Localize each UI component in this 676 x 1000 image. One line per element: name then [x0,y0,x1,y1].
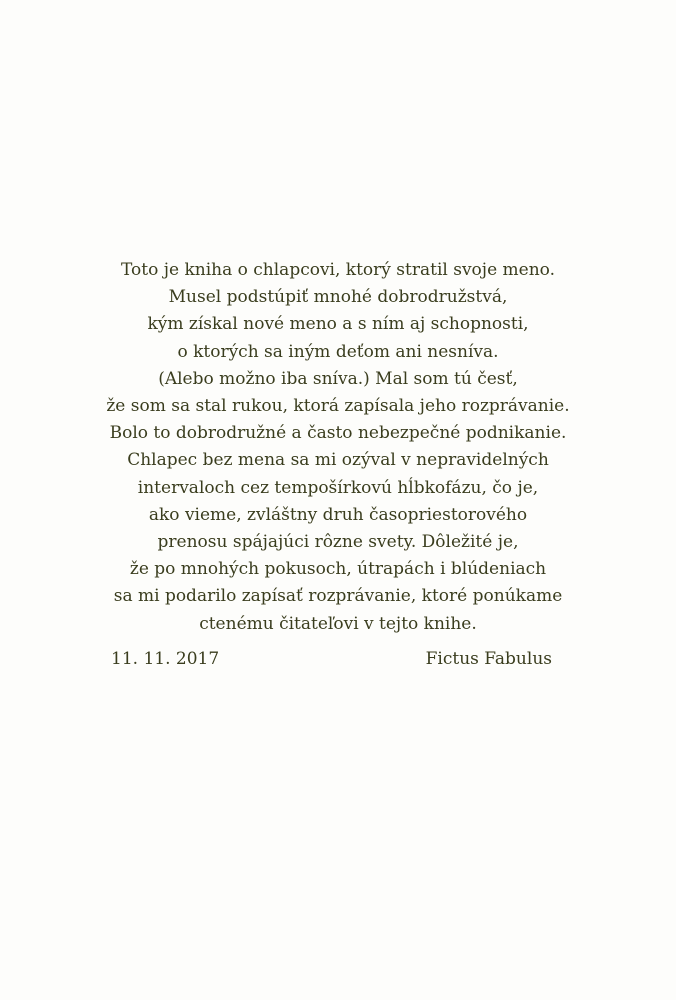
preface-line: (Alebo možno iba sníva.) Mal som tú česť, [158,368,518,389]
signature-date: 11. 11. 2017 [111,649,220,669]
preface-line: o ktorých sa iným deťom ani nesníva. [177,341,499,362]
preface-line: Bolo to dobrodružné a často nebezpečné podnikanie. [109,423,567,444]
preface-paragraph [0,257,676,638]
signature-author: Fictus Fabulus [425,649,552,669]
preface-line: že po mnohých pokusoch, útrapách i blúdeniach [129,559,547,580]
preface-line: ctenému čitateľovi v tejto knihe. [199,613,477,634]
preface-line: že som sa stal rukou, ktorá zapísala jeho rozprávanie. [106,396,570,417]
signature-row [0,647,676,671]
preface-line: sa mi podarilo zapísať rozprávanie, ktoré ponúkame [113,586,563,607]
preface-line: intervaloch cez tempošírkovú hĺbkofázu, čo je, [137,477,539,498]
preface-line: Toto je kniha o chlapcovi, ktorý stratil svoje meno. [121,260,555,280]
preface-line: Chlapec bez mena sa mi ozýval v nepravidelných [127,450,549,471]
preface-line: ako vieme, zvláštny druh časopriestorového [148,504,528,525]
preface-line: prenosu spájajúci rôzne svety. Dôležité je, [157,532,519,553]
preface-line: Musel podstúpiť mnohé dobrodružstvá, [168,287,508,308]
preface-line: kým získal nové meno a s ním aj schopnosti, [147,314,529,335]
